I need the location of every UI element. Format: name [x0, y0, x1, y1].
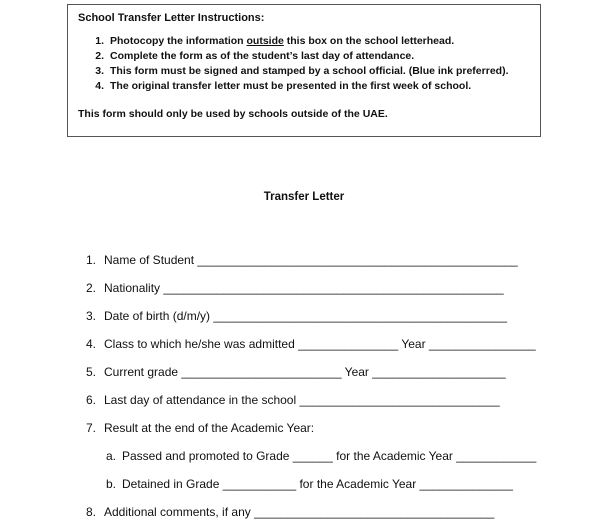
field-label: Passed and promoted to Grade ______ for the Academic Year ____________	[122, 449, 537, 463]
instructions-title: School Transfer Letter Instructions:	[78, 12, 265, 24]
instruction-number: 2.	[95, 50, 104, 62]
field-label: Last day of attendance in the school ______________________________	[104, 393, 500, 407]
instruction-item	[78, 49, 509, 64]
field-number: 5.	[85, 365, 96, 379]
form-title: Transfer Letter	[263, 191, 345, 203]
instruction-text: This form must be signed and stamped by a school official. (Blue ink preferred).	[110, 65, 509, 77]
field-number: a.	[105, 449, 116, 463]
instruction-number: 1.	[95, 35, 104, 47]
instruction-number: 3.	[95, 65, 104, 77]
field-label: Nationality ___________________________________________________	[104, 281, 504, 295]
instructions-box	[67, 4, 541, 137]
field-number: 3.	[85, 309, 96, 323]
instructions-list	[78, 34, 509, 94]
field-label: Result at the end of the Academic Year:	[104, 421, 315, 435]
field-label: Current grade ________________________ Year ____________________	[104, 365, 506, 379]
field-number: 2.	[85, 281, 96, 295]
field-number: 8.	[85, 505, 96, 519]
field-number: b.	[105, 477, 116, 491]
instruction-item	[78, 64, 509, 79]
instruction-text: this box on the school letterhead.	[283, 35, 455, 47]
field-label: Name of Student ________________________________________________	[104, 253, 518, 267]
field-number: 6.	[85, 393, 96, 407]
instructions-note: This form should only be used by schools outside of the UAE.	[78, 108, 388, 120]
instruction-item	[78, 79, 509, 94]
instruction-underlined-word: outside	[246, 35, 284, 47]
instruction-text: The original transfer letter must be presented in the first week of school.	[110, 80, 472, 92]
field-number: 4.	[85, 337, 96, 351]
instruction-item	[78, 34, 509, 49]
field-number: 1.	[85, 253, 96, 267]
field-number: 7.	[85, 421, 96, 435]
field-label: Detained in Grade ___________ for the Academic Year ______________	[122, 477, 513, 491]
instruction-text: Photocopy the information	[110, 35, 247, 47]
instruction-text: Complete the form as of the student’s last day of attendance.	[110, 50, 415, 62]
field-label: Additional comments, if any ____________________________________	[104, 505, 495, 519]
field-label: Date of birth (d/m/y) ____________________________________________	[104, 309, 508, 323]
instruction-number: 4.	[95, 80, 104, 92]
field-label: Class to which he/she was admitted _______________ Year ________________	[104, 337, 536, 351]
